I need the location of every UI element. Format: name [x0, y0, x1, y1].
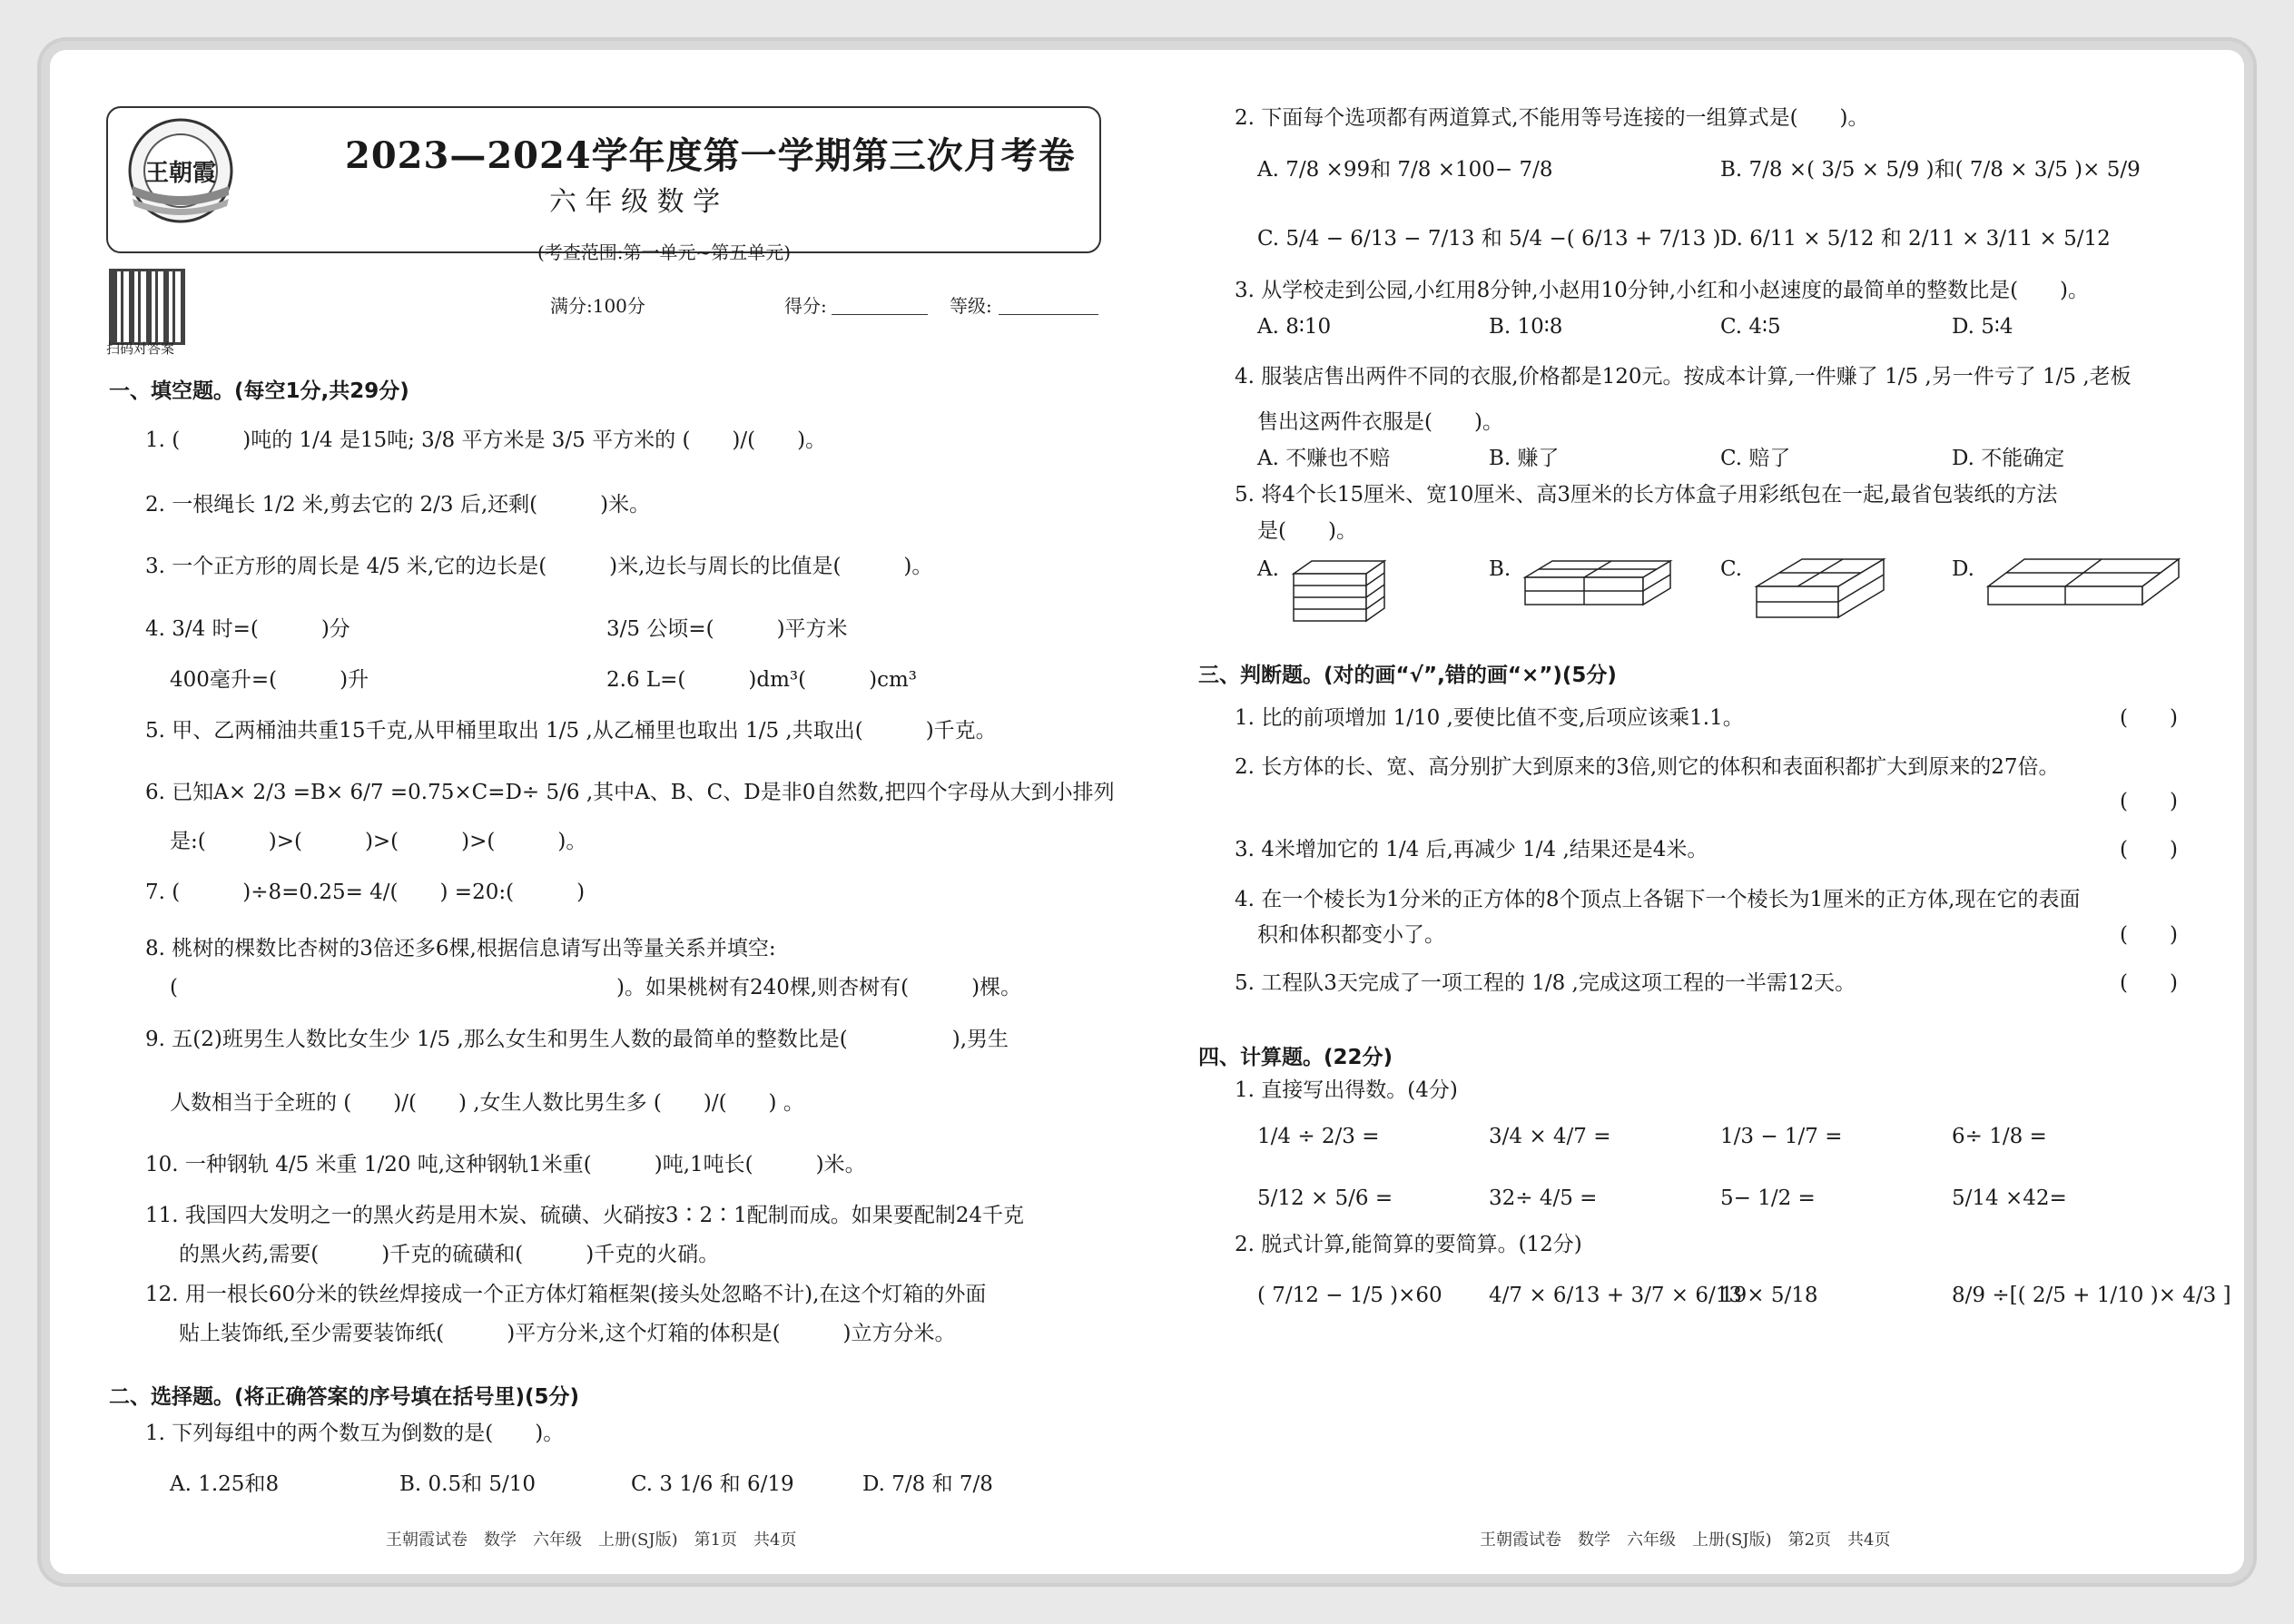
exam-subtitle: 六 年 级 数 学 [549, 186, 721, 218]
qr-code-icon[interactable] [109, 269, 185, 345]
choice-q3: 3. 从学校走到公园,小红用8分钟,小赵用10分钟,小红和小赵速度的最简单的整数比是( )。 [1235, 279, 2090, 302]
scope-rule-right [831, 252, 985, 253]
judge-q1-paren[interactable]: ( ) [2120, 706, 2178, 730]
choice-q1-c: C. 3 1/6 和 6/19 [631, 1472, 794, 1496]
score-label: 得分: [784, 295, 827, 317]
section-judge: 三、判断题。(对的画“√”,错的画“×”)(5分) [1198, 664, 1617, 687]
grade-label: 等级: [950, 295, 992, 317]
choice-q5-d: D. [1952, 557, 1974, 581]
calc-f1: ( 7/12 − 1/5 )×60 [1257, 1284, 1442, 1307]
choice-q5-b: B. [1489, 557, 1511, 581]
header-box [106, 106, 1101, 253]
fill-q11b: 的黑火药,需要( )千克的硫磺和( )千克的火硝。 [179, 1243, 720, 1266]
choice-q4-b: B. 赚了 [1489, 447, 1560, 470]
fill-q6b: 是:( )>( )>( )>( )。 [170, 830, 587, 853]
choice-q5b: 是( )。 [1257, 519, 1357, 543]
footer-right: 王朝霞试卷 数学 六年级 上册(SJ版) 第2页 共4页 [1480, 1530, 1891, 1550]
judge-q4a: 4. 在一个棱长为1分米的正方体的8个顶点上各锯下一个棱长为1厘米的正方体,现在它的表面 [1235, 888, 2081, 911]
fill-q11a: 11. 我国四大发明之一的黑火药是用木炭、硫磺、火硝按3∶2∶1配制而成。如果要配制24千克 [145, 1204, 1025, 1227]
choice-q1-d: D. 7/8 和 7/8 [862, 1472, 993, 1496]
choice-q3-c: C. 4∶5 [1720, 315, 1781, 339]
judge-q3-paren[interactable]: ( ) [2120, 838, 2178, 861]
logo-seal-icon [125, 115, 236, 226]
scope-text: (考查范围:第一单元~第五单元) [537, 241, 792, 263]
choice-q2-a: A. 7/8 ×99和 7/8 ×100− 7/8 [1257, 158, 1553, 182]
box-2x2-layer-icon [1521, 556, 1675, 610]
choice-q3-a: A. 8∶10 [1257, 315, 1332, 339]
box-flat-2x2-icon [1984, 554, 2183, 610]
box-2x2-long-icon [1752, 554, 1888, 623]
choice-q2-c: C. 5/4 − 6/13 − 7/13 和 5/4 −( 6/13 + 7/13 ) [1257, 227, 1721, 251]
judge-q2-paren[interactable]: ( ) [2120, 790, 2178, 813]
fill-q12b: 贴上装饰纸,至少需要装饰纸( )平方分米,这个灯箱的体积是( )立方分米。 [179, 1322, 956, 1345]
fill-q6a: 6. 已知A× 2/3 =B× 6/7 =0.75×C=D÷ 5/6 ,其中A、B、C、D是非0自然数,把四个字母从大到小排列 [145, 781, 1115, 804]
section-choice: 二、选择题。(将正确答案的序号填在括号里)(5分) [109, 1385, 580, 1409]
fill-q4d: 2.6 L=( )dm³( )cm³ [606, 668, 917, 692]
full-score: 满分:100分 [550, 295, 645, 317]
scope-rule-left [372, 252, 527, 253]
judge-q1: 1. 比的前项增加 1/10 ,要使比值不变,后项应该乘1.1。 [1235, 706, 1744, 730]
fill-q3: 3. 一个正方形的周长是 4/5 米,它的边长是( )米,边长与周长的比值是( )。 [145, 555, 933, 578]
judge-q5-paren[interactable]: ( ) [2120, 971, 2178, 995]
calc-f3: 19× 5/18 [1720, 1284, 1818, 1307]
choice-q1-b: B. 0.5和 5/10 [399, 1472, 537, 1496]
fill-q4b: 3/5 公顷=( )平方米 [606, 617, 848, 641]
calc-e8: 5/14 ×42= [1952, 1186, 2067, 1210]
calc-e1: 1/4 ÷ 2/3 = [1257, 1125, 1380, 1148]
box-stack-tall-icon [1289, 556, 1389, 625]
choice-q1-a: A. 1.25和8 [170, 1472, 280, 1496]
score-blank[interactable] [832, 314, 928, 315]
judge-q4b: 积和体积都变小了。 [1257, 923, 1445, 947]
choice-q4-c: C. 赔了 [1720, 447, 1791, 470]
footer-left: 王朝霞试卷 数学 六年级 上册(SJ版) 第1页 共4页 [386, 1530, 797, 1550]
qr-caption: 扫码对答案 [106, 340, 175, 357]
judge-q5: 5. 工程队3天完成了一项工程的 1/8 ,完成这项工程的一半需12天。 [1235, 971, 1856, 995]
calc-part1: 1. 直接写出得数。(4分) [1235, 1078, 1458, 1102]
fill-q4a: 4. 3/4 时=( )分 [145, 617, 350, 641]
calc-e6: 32÷ 4/5 = [1489, 1186, 1598, 1210]
judge-q4-paren[interactable]: ( ) [2120, 923, 2178, 947]
choice-q4-d: D. 不能确定 [1952, 447, 2065, 470]
choice-q2-b: B. 7/8 ×( 3/5 × 5/9 )和( 7/8 × 3/5 )× 5/9 [1720, 158, 2141, 182]
section-calc: 四、计算题。(22分) [1198, 1046, 1393, 1069]
fill-q5: 5. 甲、乙两桶油共重15千克,从甲桶里取出 1/5 ,从乙桶里也取出 1/5 ,共取出( )千克。 [145, 719, 997, 743]
calc-f4: 8/9 ÷[( 2/5 + 1/10 )× 4/3 ] [1952, 1284, 2231, 1307]
choice-q4-a: A. 不赚也不赔 [1257, 447, 1391, 470]
calc-f2: 4/7 × 6/13 + 3/7 × 6/13 [1489, 1284, 1743, 1307]
section-fill-in: 一、填空题。(每空1分,共29分) [109, 379, 409, 403]
choice-q4a: 4. 服装店售出两件不同的衣服,价格都是120元。按成本计算,一件赚了 1/5 ,另一件亏了 1/5 ,老板 [1235, 365, 2132, 389]
calc-e4: 6÷ 1/8 = [1952, 1125, 2047, 1148]
exam-title: 2023—2024学年度第一学期第三次月考卷 [345, 134, 1076, 177]
logo-text: 王朝霞 [144, 160, 217, 187]
choice-q5-c: C. [1720, 557, 1743, 581]
fill-q9a: 9. 五(2)班男生人数比女生少 1/5 ,那么女生和男生人数的最简单的整数比是( ),男生 [145, 1028, 1009, 1051]
choice-q2: 2. 下面每个选项都有两道算式,不能用等号连接的一组算式是( )。 [1235, 106, 1869, 130]
fill-q7: 7. ( )÷8=0.25= 4/( ) =20:( ) [145, 881, 586, 904]
choice-q2-d: D. 6/11 × 5/12 和 2/11 × 3/11 × 5/12 [1720, 227, 2111, 251]
calc-part2: 2. 脱式计算,能简算的要简算。(12分) [1235, 1233, 1582, 1256]
logo [125, 115, 236, 226]
choice-q3-b: B. 10∶8 [1489, 315, 1563, 339]
fill-q2: 2. 一根绳长 1/2 米,剪去它的 2/3 后,还剩( )米。 [145, 493, 651, 517]
calc-e7: 5− 1/2 = [1720, 1186, 1816, 1210]
fill-q12a: 12. 用一根长60分米的铁丝焊接成一个正方体灯箱框架(接头处忽略不计),在这个灯箱的外面 [145, 1283, 987, 1306]
fill-q1: 1. ( )吨的 1/4 是15吨; 3/8 平方米是 3/5 平方米的 ( )/( )。 [145, 428, 827, 452]
fill-q4c: 400毫升=( )升 [170, 668, 369, 692]
choice-q4b: 售出这两件衣服是( )。 [1257, 410, 1503, 434]
choice-q5a: 5. 将4个长15厘米、宽10厘米、高3厘米的长方体盒子用彩纸包在一起,最省包装纸的方法 [1235, 483, 2058, 507]
calc-e5: 5/12 × 5/6 = [1257, 1186, 1393, 1210]
grade-blank[interactable] [999, 314, 1098, 315]
fill-q8a: 8. 桃树的棵数比杏树的3倍还多6棵,根据信息请写出等量关系并填空: [145, 937, 776, 960]
fill-q9b: 人数相当于全班的 ( )/( ) ,女生人数比男生多 ( )/( ) 。 [170, 1091, 804, 1115]
calc-e3: 1/3 − 1/7 = [1720, 1125, 1843, 1148]
choice-q5-a: A. [1257, 557, 1279, 581]
judge-q2: 2. 长方体的长、宽、高分别扩大到原来的3倍,则它的体积和表面积都扩大到原来的27倍。 [1235, 755, 2060, 779]
judge-q3: 3. 4米增加它的 1/4 后,再减少 1/4 ,结果还是4米。 [1235, 838, 1708, 861]
fill-q8b: ( )。如果桃树有240棵,则杏树有( )棵。 [170, 976, 1022, 999]
fill-q10: 10. 一种钢轨 4/5 米重 1/20 吨,这种钢轨1米重( )吨,1吨长( )米。 [145, 1153, 866, 1176]
calc-e2: 3/4 × 4/7 = [1489, 1125, 1611, 1148]
choice-q1: 1. 下列每组中的两个数互为倒数的是( )。 [145, 1422, 565, 1445]
choice-q3-d: D. 5∶4 [1952, 315, 2013, 339]
